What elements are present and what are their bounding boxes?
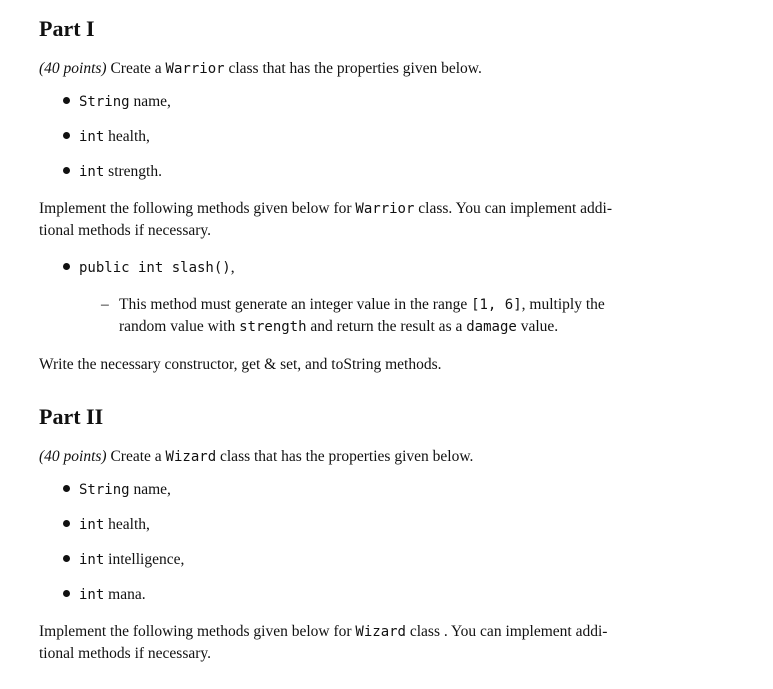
part1-heading: Part I bbox=[39, 16, 95, 41]
bullet-icon bbox=[63, 97, 70, 104]
bullet-icon bbox=[63, 555, 70, 562]
method-signature: public int slash() bbox=[79, 260, 231, 276]
part1-implement-paragraph: Implement the following methods given below for Warrior class. You can implement addi- tional methods if necessary. bbox=[39, 200, 613, 239]
part2-prop-item: int health, bbox=[63, 516, 150, 534]
bullet-icon bbox=[63, 485, 70, 492]
bullet-icon bbox=[63, 132, 70, 139]
part1-points: (40 points) bbox=[39, 60, 107, 77]
part2-prop-item: int mana. bbox=[63, 586, 146, 604]
bullet-icon bbox=[63, 590, 70, 597]
part1-prop-item: String name, bbox=[63, 93, 171, 111]
part2-implement-paragraph: Implement the following methods given below for Wizard class . You can implement addi- tional methods if necessary. bbox=[39, 623, 608, 662]
part1-prop-item: int health, bbox=[63, 128, 150, 146]
part1-class-name: Warrior bbox=[165, 61, 225, 77]
part2-prop-item: String name, bbox=[63, 481, 171, 499]
part1-intro: (40 points) Create a Warrior class that has the properties given below. bbox=[39, 60, 482, 77]
dash-marker: – bbox=[101, 296, 109, 313]
bullet-icon bbox=[63, 167, 70, 174]
part2-prop-item: int intelligence, bbox=[63, 551, 184, 569]
bullet-icon bbox=[63, 520, 70, 527]
part2-intro: (40 points) Create a Wizard class that has the properties given below. bbox=[39, 448, 474, 465]
bullet-icon bbox=[63, 263, 70, 270]
part2-class-name: Wizard bbox=[165, 449, 217, 465]
method-description: – This method must generate an integer value in the range [1, 6], multiply the random value with strength and return the result as a damage value. bbox=[101, 296, 605, 335]
part2-heading: Part II bbox=[39, 404, 104, 429]
part2-points: (40 points) bbox=[39, 448, 107, 465]
part1-method-item: public int slash(), bbox=[63, 259, 235, 277]
part1-closing: Write the necessary constructor, get & set, and toString methods. bbox=[39, 356, 442, 373]
part1-prop-item: int strength. bbox=[63, 163, 162, 181]
